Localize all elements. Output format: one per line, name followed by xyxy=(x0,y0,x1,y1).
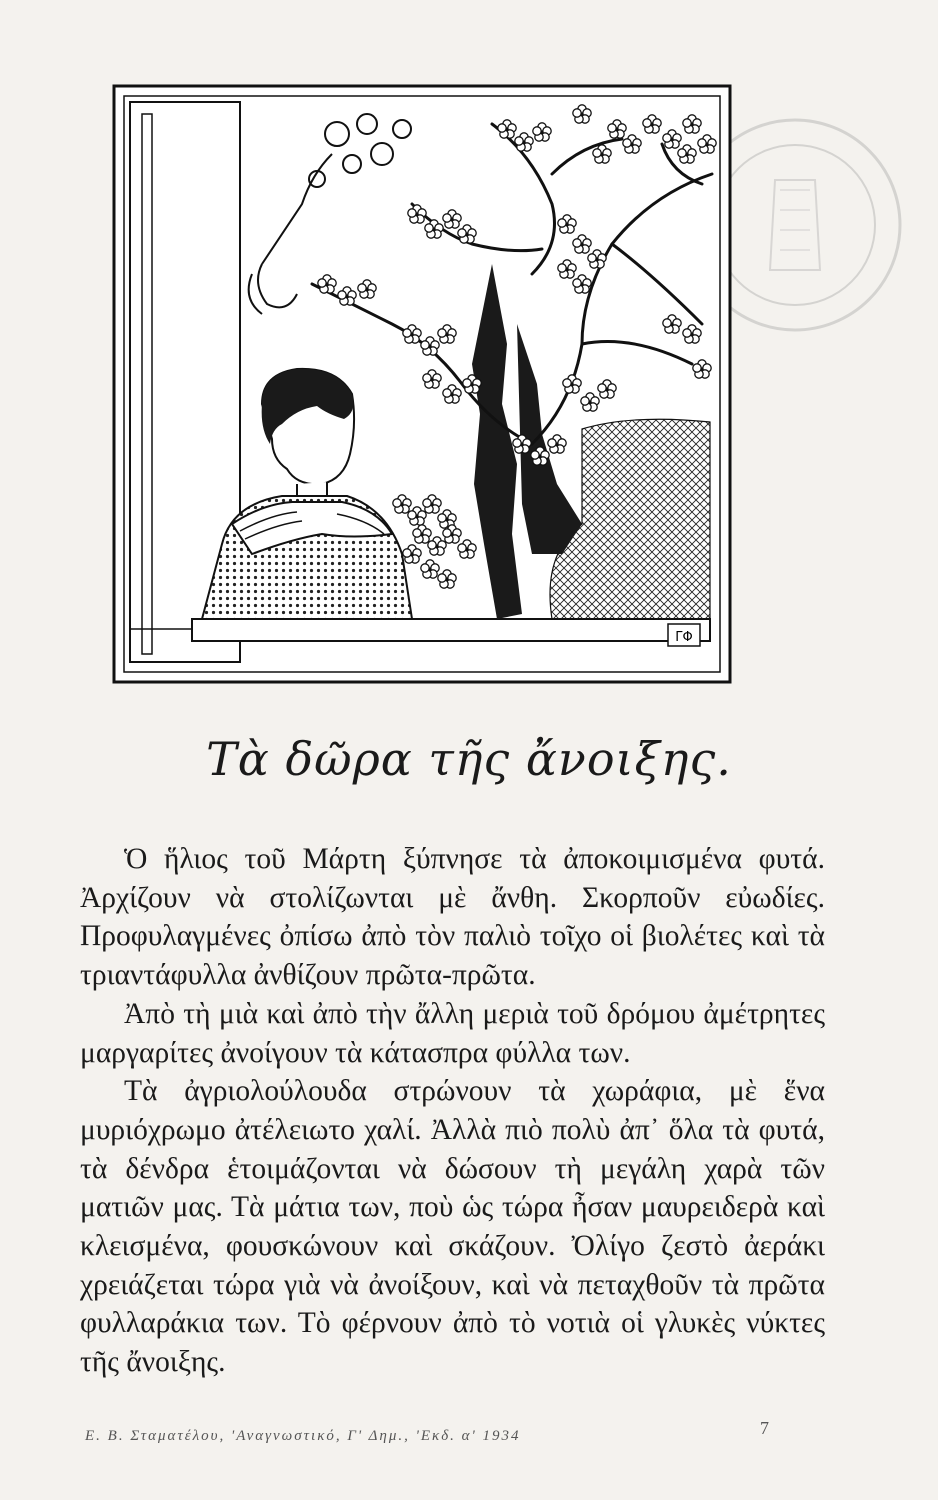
chapter-body xyxy=(80,840,825,1382)
paragraph: Τὰ ἀγριολούλουδα στρώνουν τὰ χωράφια, μὲ ἕνα μυριόχρωμο ἀτέλειωτο χαλί. Ἀλλὰ πιὸ πολὺ ἀπ᾽ ὅλα τὰ φυτά, τὰ δένδρα ἑτοιμάζονται νὰ δώσουν τὴ μεγάλη χαρὰ τῶν ματιῶν μας. Τὰ μάτια των, ποὺ ὡς τώρα ἦσαν μαυρειδερὰ καὶ κλεισμένα, φουσκώνουν καὶ σκάζουν. Ὀλίγο ζεστὸ ἀεράκι χρειάζεται τώρα γιὰ νὰ ἀνοίξουν, καὶ νὰ πεταχθοῦν τὰ πρῶτα φυλλαράκια των. Τὸ φέρνουν ἀπὸ τὸ νοτιὰ οἱ γλυκὲς νύκτες τῆς ἄνοιξης. xyxy=(80,1075,825,1379)
footer-credit: Ε. Β. Σταματέλου, 'Αναγνωστικό, Γ' Δημ., 'Εκδ. α' 1934 xyxy=(85,1428,521,1444)
paragraph: Ὁ ἥλιος τοῦ Μάρτη ξύπνησε τὰ ἀποκοιμισμένα φυτά. Ἀρχίζουν νὰ στολίζωνται μὲ ἄνθη. Σκορποῦν εὐωδίες. Προφυλαγμένες ὀπίσω ἀπὸ τὸν παλιὸ τοῖχο οἱ βιολέτες καὶ τὰ τριαντάφυλλα ἀνθίζουν πρῶτα-πρῶτα. xyxy=(80,843,825,992)
spring-illustration xyxy=(112,84,732,684)
chapter-title: Τὰ δῶρα τῆς ἄνοιξης. xyxy=(206,732,732,786)
page-number: 7 xyxy=(760,1418,769,1438)
illustration-monogram: ΓΦ xyxy=(675,630,693,645)
paragraph: Ἀπὸ τὴ μιὰ καὶ ἀπὸ τὴν ἄλλη μεριὰ τοῦ δρόμου ἀμέτρητες μαργαρίτες ἀνοίγουν τὰ κάτασπρα φύλλα των. xyxy=(80,997,825,1069)
